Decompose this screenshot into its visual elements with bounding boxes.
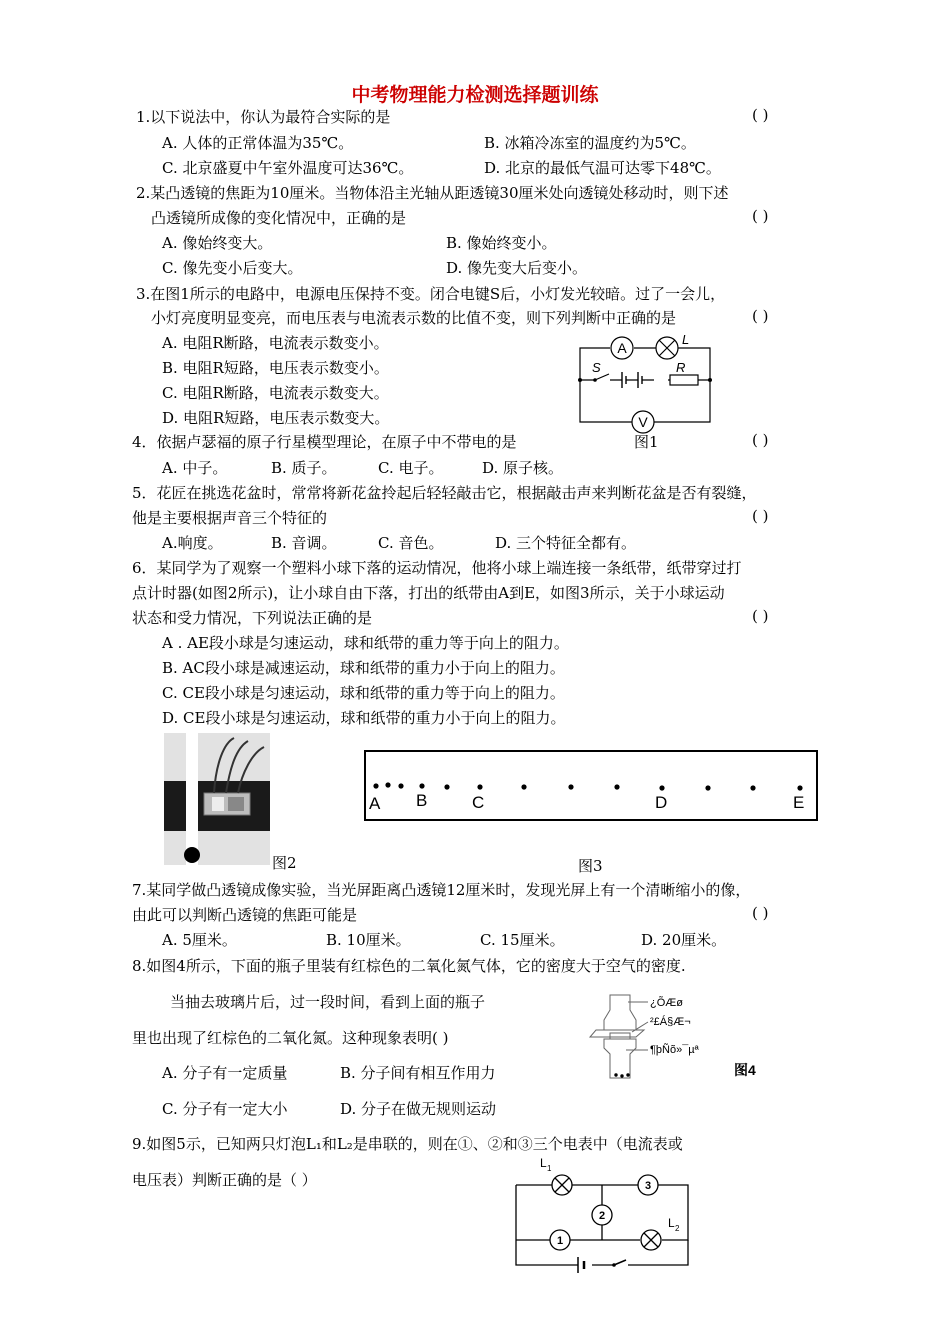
tape-label-e: E (793, 793, 805, 812)
page-title: 中考物理能力检测选择题训练 (351, 84, 599, 106)
q4-answer-blank: ( ) (752, 431, 769, 449)
figure-4-caption: 图4 (734, 1062, 756, 1078)
q7-option-d: D. 20厘米。 (641, 931, 727, 949)
lamp-symbol (656, 332, 689, 359)
figure-2-caption: 图2 (272, 854, 297, 872)
q8-option-b: B. 分子间有相互作用力 (340, 1064, 496, 1082)
q3-option-d: D. 电阻R短路，电压表示数变大。 (162, 409, 390, 427)
meter-2-label: 2 (598, 1210, 606, 1222)
q8-stem-line3: 里也出现了红棕色的二氧化氮。这种现象表明( ) (132, 1029, 449, 1047)
q4-option-d: D. 原子核。 (482, 459, 564, 477)
ammeter-symbol (611, 337, 633, 359)
q5-option-d: D. 三个特征全都有。 (495, 534, 637, 552)
q3-stem-line1: 3.在图1所示的电路中，电源电压保持不变。闭合电键S后，小灯发光较暗。过了一会儿， (136, 285, 726, 303)
q7-answer-blank: ( ) (752, 904, 769, 922)
q5-answer-blank: ( ) (752, 507, 769, 525)
q6-answer-blank: ( ) (752, 607, 769, 625)
ammeter-label: A (617, 340, 627, 356)
figure-4-label-no2: ¶þÑõ»¯µª (650, 1044, 699, 1056)
q1-option-c: C. 北京盛夏中午室外温度可达36℃。 (162, 159, 414, 177)
figure-1-caption: 图1 (634, 433, 659, 451)
q1-option-a: A. 人体的正常体温为35℃。 (162, 134, 354, 152)
q5-option-b: B. 音调。 (271, 534, 337, 552)
voltmeter-label: V (638, 414, 648, 430)
q4-stem: 4．依据卢瑟福的原子行星模型理论，在原子中不带电的是 (132, 433, 517, 451)
q1-answer-blank: ( ) (752, 106, 769, 124)
tape-label-b: B (416, 791, 428, 810)
meter-1-label: 1 (556, 1235, 564, 1247)
q3-option-a: A. 电阻R断路，电流表示数变小。 (162, 334, 389, 352)
figure-3-tape (364, 750, 818, 822)
q9-stem-line1: 9.如图5示，已知两只灯泡L₁和L₂是串联的，则在①、②和③三个电表中（电流表或 (132, 1135, 683, 1153)
figure-4-label-glass: ²£Á§Æ¬ (650, 1016, 691, 1028)
q2-option-b: B. 像始终变小。 (446, 234, 557, 252)
q6-option-d: D. CE段小球是匀速运动，球和纸带的重力小于向上的阻力。 (162, 709, 566, 727)
figure-1-circuit (570, 332, 720, 437)
tape-label-a: A (369, 794, 381, 813)
q3-answer-blank: ( ) (752, 307, 769, 325)
q1-option-d: D. 北京的最低气温可达零下48℃。 (484, 159, 721, 177)
q6-stem-line1: 6．某同学为了观察一个塑料小球下落的运动情况，他将小球上端连接一条纸带，纸带穿过打 (132, 559, 742, 577)
figure-5-circuit (510, 1155, 695, 1280)
resistor-label: R (676, 360, 686, 375)
figure-4-label-air: ¿ÕÆø (650, 997, 683, 1009)
q7-option-c: C. 15厘米。 (480, 931, 565, 949)
q8-stem-line2: 当抽去玻璃片后，过一段时间，看到上面的瓶子 (170, 993, 486, 1011)
q2-option-a: A. 像始终变大。 (162, 234, 273, 252)
resistor-symbol (670, 360, 698, 385)
q8-stem-line1: 8.如图4所示，下面的瓶子里装有红棕色的二氧化氮气体，它的密度大于空气的密度. (132, 957, 686, 975)
q7-option-a: A. 5厘米。 (162, 931, 237, 949)
q2-option-c: C. 像先变小后变大。 (162, 259, 303, 277)
q7-stem-line1: 7.某同学做凸透镜成像实验，当光屏距离凸透镜12厘米时，发现光屏上有一个清晰缩小的像， (132, 881, 751, 899)
q6-option-a: A . AE段小球是匀速运动，球和纸带的重力等于向上的阻力。 (162, 634, 569, 652)
q4-option-c: C. 电子。 (378, 459, 444, 477)
q2-answer-blank: ( ) (752, 207, 769, 225)
q3-stem-line2: 小灯亮度明显变亮，而电压表与电流表示数的比值不变，则下列判断中正确的是 (151, 309, 677, 327)
q1-stem: 1.以下说法中，你认为最符合实际的是 (136, 108, 391, 126)
q6-stem-line3: 状态和受力情况，下列说法正确的是 (132, 609, 373, 627)
figure-4-bottles (596, 990, 776, 1085)
q7-stem-line2: 由此可以判断凸透镜的焦距可能是 (132, 906, 358, 924)
lamp-l2-label: L (668, 1216, 675, 1230)
q6-option-c: C. CE段小球是匀速运动，球和纸带的重力等于向上的阻力。 (162, 684, 565, 702)
q6-stem-line2: 点计时器(如图2所示)，让小球自由下落，打出的纸带由A到E，如图3所示，关于小球运动 (132, 584, 725, 602)
q1-option-b: B. 冰箱冷冻室的温度约为5℃。 (484, 134, 696, 152)
lamp-l1-label: L (540, 1156, 547, 1170)
tape-label-d: D (655, 793, 668, 812)
q4-option-a: A. 中子。 (162, 459, 228, 477)
q3-option-c: C. 电阻R断路，电流表示数变大。 (162, 384, 389, 402)
q4-option-b: B. 质子。 (271, 459, 337, 477)
q5-stem-line1: 5．花匠在挑选花盆时，常常将新花盆拎起后轻轻敲击它，根据敲击声来判断花盆是否有裂缝， (132, 484, 757, 502)
q6-option-b: B. AC段小球是减速运动，球和纸带的重力小于向上的阻力。 (162, 659, 565, 677)
voltmeter-symbol (632, 411, 654, 433)
figure-3-caption: 图3 (578, 857, 603, 875)
q7-option-b: B. 10厘米。 (326, 931, 411, 949)
switch-symbol (592, 360, 609, 382)
q5-option-a: A.响度。 (162, 534, 223, 552)
q5-stem-line2: 他是主要根据声音三个特征的 (132, 509, 328, 527)
tape-label-c: C (472, 793, 485, 812)
lamp-l2-subscript: 2 (675, 1224, 680, 1233)
q5-option-c: C. 音色。 (378, 534, 444, 552)
q3-option-b: B. 电阻R短路，电压表示数变小。 (162, 359, 389, 377)
q8-option-d: D. 分子在做无规则运动 (340, 1100, 497, 1118)
q8-option-a: A. 分子有一定质量 (162, 1064, 288, 1082)
q8-option-c: C. 分子有一定大小 (162, 1100, 288, 1118)
switch-label: S (592, 360, 601, 375)
lamp-l1-subscript: 1 (547, 1164, 552, 1173)
figure-2-photo (164, 733, 270, 865)
q2-stem-line1: 2.某凸透镜的焦距为10厘米。当物体沿主光轴从距透镜30厘米处向透镜处移动时，则下述 (136, 184, 729, 202)
meter-3-label: 3 (644, 1180, 652, 1192)
q9-stem-line2: 电压表）判断正确的是（ ） (132, 1171, 317, 1189)
q2-option-d: D. 像先变大后变小。 (446, 259, 588, 277)
q2-stem-line2: 凸透镜所成像的变化情况中，正确的是 (151, 209, 407, 227)
lamp-label: L (682, 332, 690, 347)
